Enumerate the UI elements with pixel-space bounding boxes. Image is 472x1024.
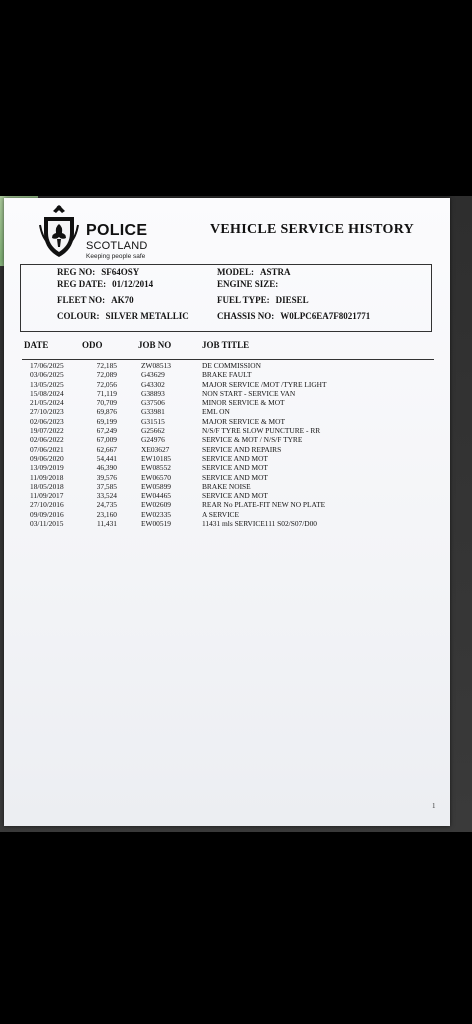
service-table [4,361,450,528]
cell-job-no: G31515 [141,416,165,426]
model-field [217,267,291,277]
column-header-date: DATE [24,340,49,350]
table-row [4,370,450,379]
logo-scotland-text: SCOTLAND [86,240,148,252]
table-row [4,417,450,426]
cell-date: 11/09/2017 [30,491,64,501]
cell-job-no: EW06570 [141,472,171,482]
cell-date: 13/05/2025 [30,379,64,389]
table-row [4,380,450,389]
cell-job-title: SERVICE AND MOT [202,453,268,463]
logo-police-text: POLICE [86,222,148,239]
cell-job-title: N/S/F TYRE SLOW PUNCTURE - RR [202,426,321,436]
fleet-no-label: FLEET NO: [57,295,106,305]
cell-odo: 72,056 [96,379,117,389]
cell-odo: 37,585 [96,481,117,491]
cell-job-title: SERVICE AND MOT [202,463,268,473]
cell-date: 02/06/2023 [30,416,64,426]
cell-odo: 62,667 [96,444,117,454]
cell-job-title: NON START - SERVICE VAN [202,388,296,398]
cell-job-no: G38893 [141,388,165,398]
cell-odo: 54,441 [96,453,117,463]
cell-odo: 33,524 [96,491,117,501]
cell-job-title: DE COMMISSION [202,361,261,370]
cell-job-no: EW05899 [141,481,171,491]
cell-odo: 71,119 [96,388,117,398]
cell-job-no: EW00519 [141,519,171,529]
engine-size-label: ENGINE SIZE: [217,279,279,289]
cell-job-no: G24976 [141,435,165,445]
table-row [4,482,450,491]
cell-odo: 23,160 [96,509,117,519]
chassis-no-label: CHASSIS NO: [217,311,275,321]
cell-job-no: G25662 [141,426,165,436]
cell-job-no: G37506 [141,398,165,408]
table-row [4,500,450,509]
service-history-sheet [4,198,450,826]
cell-date: 27/10/2016 [30,500,64,510]
cell-date: 17/06/2025 [30,361,64,370]
cell-odo: 24,735 [96,500,117,510]
cell-date: 21/05/2024 [30,398,64,408]
cell-odo: 69,876 [96,407,117,417]
cell-date: 27/10/2023 [30,407,64,417]
cell-job-no: EW04465 [141,491,171,501]
colour-field [57,311,189,321]
table-row [4,407,450,416]
cell-job-title: SERVICE AND MOT [202,491,268,501]
cell-job-no: EW08552 [141,463,171,473]
table-row [4,463,450,472]
cell-job-title: MAJOR SERVICE & MOT [202,416,285,426]
header-divider [22,359,434,360]
cell-date: 03/11/2015 [30,519,64,529]
column-header-job-title: JOB TITLE [202,340,250,350]
cell-date: 03/06/2025 [30,370,64,380]
chassis-no-value: W0LPC6EA7F8021771 [280,311,371,321]
fuel-type-field [217,295,309,305]
cell-job-title: 11431 mls SERVICE111 S02/S07/D00 [202,519,318,529]
cell-job-no: G43302 [141,379,165,389]
cell-job-no: EW10185 [141,453,171,463]
cell-job-no: XE03627 [141,444,170,454]
table-row [4,398,450,407]
vehicle-details-box [20,264,432,332]
table-row [4,426,450,435]
fleet-no-value: AK70 [111,295,134,305]
model-value: ASTRA [260,267,291,277]
table-row [4,435,450,444]
reg-date-value: 01/12/2014 [112,279,154,289]
table-row [4,519,450,528]
cell-date: 18/05/2018 [30,481,64,491]
cell-job-title: BRAKE NOISE [202,481,251,491]
reg-no-value: SF64OSY [101,267,140,277]
cell-job-title: A SERVICE [202,509,239,519]
engine-size-field [217,279,284,289]
cell-job-title: EML ON [202,407,230,417]
table-row [4,473,450,482]
reg-date-label: REG DATE: [57,279,107,289]
model-label: MODEL: [217,267,254,277]
cell-job-title: MINOR SERVICE & MOT [202,398,285,408]
cell-job-title: MAJOR SERVICE /MOT /TYRE LIGHT [202,379,327,389]
chassis-no-field [217,311,370,321]
table-row [4,491,450,500]
cell-odo: 39,576 [96,472,117,482]
table-row [4,454,450,463]
cell-date: 02/06/2022 [30,435,64,445]
cell-job-no: EW02335 [141,509,171,519]
table-row [4,361,450,370]
fuel-type-label: FUEL TYPE: [217,295,270,305]
table-row [4,510,450,519]
reg-no-field [57,267,139,277]
cell-job-title: REAR No PLATE-FIT NEW NO PLATE [202,500,326,510]
police-scotland-logo [38,203,158,259]
cell-job-title: SERVICE & MOT / N/S/F TYRE [202,435,303,445]
column-header-job-no: JOB NO [138,340,172,350]
colour-value: SILVER METALLIC [105,311,189,321]
cell-odo: 70,709 [96,398,117,408]
cell-date: 09/09/2016 [30,509,64,519]
cell-date: 11/09/2018 [30,472,64,482]
cell-job-title: SERVICE AND MOT [202,472,268,482]
cell-job-no: ZW08513 [141,361,171,370]
cell-date: 15/08/2024 [30,388,64,398]
column-header-odo: ODO [82,340,103,350]
cell-job-no: G33981 [141,407,165,417]
document-title: VEHICLE SERVICE HISTORY [210,222,415,237]
cell-date: 09/06/2020 [30,453,64,463]
cell-job-no: G43629 [141,370,165,380]
cell-odo: 67,009 [96,435,117,445]
cell-odo: 46,390 [96,463,117,473]
cell-date: 07/06/2021 [30,444,64,454]
table-row [4,389,450,398]
reg-no-label: REG NO: [57,267,96,277]
logo-tagline: Keeping people safe [86,253,146,260]
police-crest-icon [38,203,80,259]
cell-date: 19/07/2022 [30,426,64,436]
cell-odo: 69,199 [96,416,117,426]
cell-date: 13/09/2019 [30,463,64,473]
reg-date-field [57,279,153,289]
cell-odo: 72,185 [96,361,117,370]
cell-job-title: SERVICE AND REPAIRS [202,444,282,454]
table-row [4,445,450,454]
cell-odo: 72,089 [96,370,117,380]
cell-job-title: BRAKE FAULT [202,370,252,380]
cell-odo: 67,249 [96,426,117,436]
colour-label: COLOUR: [57,311,100,321]
cell-odo: 11,431 [96,519,117,529]
page-number: 1 [432,802,436,810]
fleet-no-field [57,295,134,305]
cell-job-no: EW02609 [141,500,171,510]
fuel-type-value: DIESEL [275,295,309,305]
